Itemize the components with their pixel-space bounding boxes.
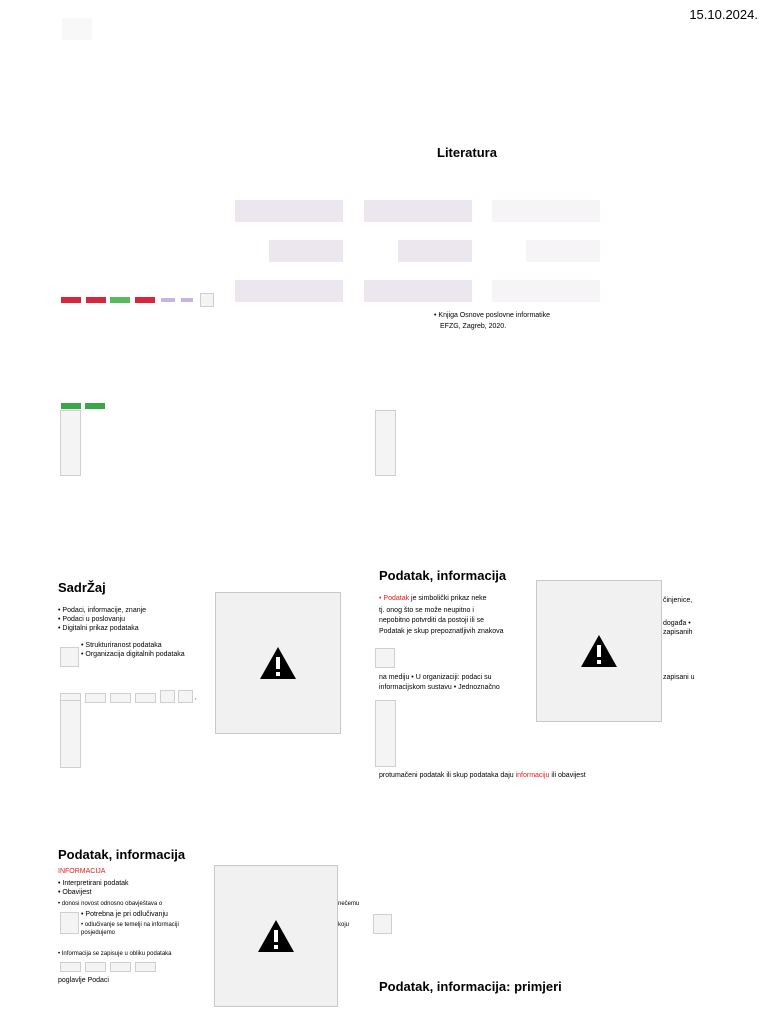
sadrzaj-thumb-5 (160, 690, 175, 703)
diagram-arrow-3 (269, 240, 343, 262)
warning-icon (259, 646, 297, 680)
podatak2-right2: koju (338, 922, 350, 928)
sadrzaj-comma: , (195, 695, 197, 701)
warning-icon (257, 919, 295, 953)
podatak1-line1 (379, 594, 487, 603)
podatak1-image-placeholder (536, 580, 662, 722)
podatak1-right3: zapisanih (663, 629, 693, 636)
sadrzaj-thumb-2 (85, 693, 106, 703)
sadrzaj-item-1: • Podaci, informacije, znanje (58, 607, 147, 614)
podatak1-line1-rest: je simbolički prikaz neke (409, 595, 487, 602)
diagram-arrow-1 (235, 200, 343, 222)
podatak1-side-panel (375, 700, 396, 767)
sadrzaj-image-placeholder (215, 592, 341, 734)
podatak1-right4: zapisani u (663, 674, 695, 681)
podatak1-line6: informacijskom sustavu • Jednoznačno (379, 684, 500, 691)
podatak2-bullet-box (60, 912, 79, 934)
diagram-arrow-5 (235, 280, 343, 302)
podatak2-item-1: • Interpretirani podatak (58, 880, 129, 887)
podatak2-thumb-4 (135, 962, 156, 972)
podatak1-line3: nepobitno potvrditi da postoji ili se (379, 617, 485, 624)
podatak2-sub1: • Potrebna je pri odlučivanju (81, 911, 168, 918)
podatak1-right2: događa • (663, 620, 691, 627)
podatak1-bullet-box (375, 648, 395, 668)
podatak2-right1: nečemu (338, 901, 360, 907)
podatak2-thumb-2 (85, 962, 106, 972)
diagram-box-2 (526, 240, 600, 262)
sadrzaj-thumb-4 (135, 693, 156, 703)
sadrzaj-title: SadrŽaj (58, 580, 106, 595)
podatak2-item-2: • Obavijest (58, 889, 92, 896)
podatak1-title: Podatak, informacija (379, 568, 507, 583)
podatak2-right-box (373, 914, 392, 934)
slide-panel-left (60, 410, 81, 476)
podatak1-line2: tj. onog što se može neupitno i (379, 607, 474, 614)
sadrzaj-thumb-1 (60, 693, 81, 701)
podatak1-line4: Podatak je skup prepoznatljivih znakova (379, 628, 504, 635)
slide-panel-right (375, 410, 396, 476)
podatak1-bottom-line (379, 771, 586, 780)
partner-logo-8 (61, 403, 81, 409)
partner-logo-3 (110, 297, 130, 303)
sadrzaj-thumb-3 (110, 693, 131, 703)
podatak2-sub2b: posjedujemo (81, 930, 116, 936)
podatak1-right1: činjenice, (663, 597, 693, 604)
podatak2-image-placeholder (214, 865, 338, 1007)
page-date: 15.10.2024. (689, 7, 758, 22)
diagram-arrow-4 (398, 240, 472, 262)
sadrzaj-item-3: • Digitalni prikaz podataka (58, 625, 139, 632)
podatak2-thumb-3 (110, 962, 131, 972)
podatak1-bottom-post: ili obavijest (549, 772, 586, 779)
sadrzaj-subitem-2: • Organizacija digitalnih podataka (81, 651, 185, 658)
partner-logo-4 (135, 297, 155, 303)
partner-logo-6 (181, 298, 193, 302)
diagram-box-3 (492, 280, 600, 302)
podatak2-thumb-1 (60, 962, 81, 972)
podatak2-title: Podatak, informacija (58, 847, 186, 862)
diagram-arrow-2 (364, 200, 472, 222)
partner-logo-1 (61, 297, 81, 303)
sadrzaj-subitem-1: • Strukturiranost podataka (81, 642, 162, 649)
podatak2-heading: INFORMACIJA (58, 868, 106, 875)
podatak1-line5: na mediju • U organizaciji: podaci su (379, 674, 492, 681)
partner-logo-9 (85, 403, 105, 409)
sadrzaj-thumb-6 (178, 690, 193, 703)
podatak2-sub2: • odlučivanje se temelji na informaciji (81, 922, 179, 928)
sadrzaj-bullet-box (60, 647, 79, 667)
sadrzaj-side-panel (60, 693, 81, 768)
primjeri-title: Podatak, informacija: primjeri (379, 979, 562, 994)
faint-logo (62, 18, 92, 40)
partner-logo-7 (200, 293, 214, 307)
podatak1-bottom-red: informaciju (515, 772, 550, 779)
diagram-arrow-6 (364, 280, 472, 302)
literatura-item-1: • Knjiga Osnove poslovne informatike (434, 312, 551, 319)
sadrzaj-item-2: • Podaci u poslovanju (58, 616, 126, 623)
literatura-title: Literatura (437, 145, 497, 160)
partner-logo-2 (86, 297, 106, 303)
diagram-box-1 (492, 200, 600, 222)
podatak2-small-line2: • Informacija se zapisuje u obliku podataka (58, 951, 172, 957)
podatak2-small-line1: • donosi novost odnosno obavještava o (58, 901, 163, 907)
warning-icon (580, 634, 618, 668)
podatak1-line1-red: • Podatak (379, 595, 410, 602)
podatak1-bottom-pre: protumačeni podatak ili skup podataka daju (379, 772, 516, 779)
partner-logo-5 (161, 298, 175, 302)
literatura-item-2: EFZG, Zagreb, 2020. (440, 323, 507, 330)
podatak2-footer: poglavlje Podaci (58, 977, 109, 984)
